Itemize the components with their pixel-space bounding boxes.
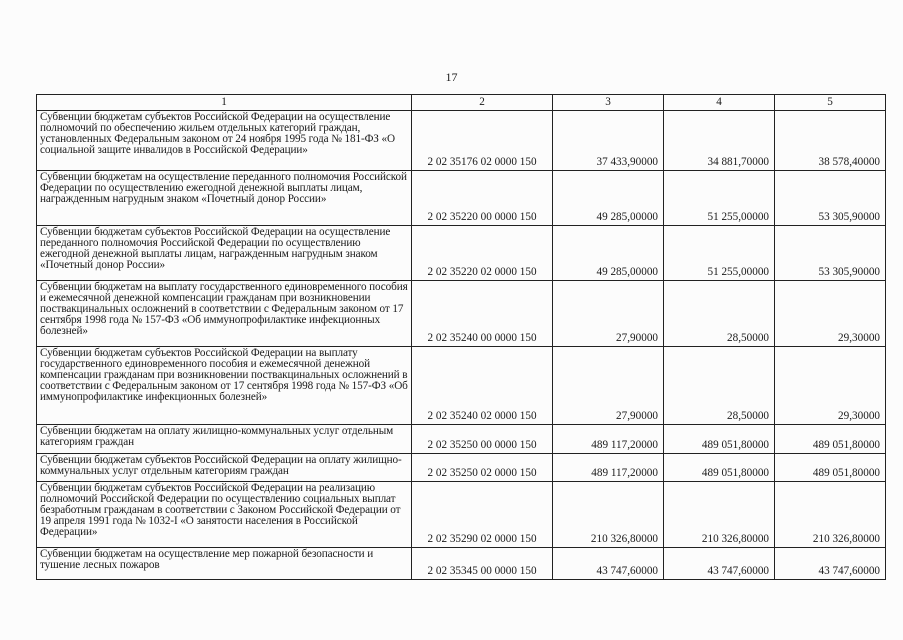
value-col3: 27,90000: [553, 281, 664, 347]
column-header: 5: [775, 95, 886, 111]
value-col5: 53 305,90000: [775, 171, 886, 226]
value-col3: 49 285,00000: [553, 226, 664, 281]
row-description: Субвенции бюджетам субъектов Российской Федерации на выплату государственного единовременного пособия и ежемесячной денежной компенсации гражданам при возникновении поствакцинальных осложнений в соответствии с Федеральным законом от 17 сентября 1998 года № 157-ФЗ «Об иммунопрофилактике инфекционных болезней»: [37, 347, 412, 425]
value-col5: 489 051,80000: [775, 425, 886, 454]
value-col3: 210 326,80000: [553, 482, 664, 548]
column-header: 1: [37, 95, 412, 111]
table-row: [37, 548, 886, 580]
table-row: [37, 226, 886, 281]
page-number: 17: [445, 70, 458, 84]
budget-table: [36, 94, 886, 580]
value-col4: 34 881,70000: [664, 111, 775, 171]
table-row: [37, 425, 886, 454]
value-col3: 37 433,90000: [553, 111, 664, 171]
row-description: Субвенции бюджетам на осуществление переданного полномочия Российской Федерации по осуществлению ежегодной денежной выплаты лицам, награжденным нагрудным знаком «Почетный донор России»: [37, 171, 412, 226]
value-col3: 489 117,20000: [553, 454, 664, 482]
value-col4: 210 326,80000: [664, 482, 775, 548]
budget-code: 2 02 35345 00 0000 150: [412, 548, 553, 580]
value-col4: 51 255,00000: [664, 226, 775, 281]
table-header-row: [37, 95, 886, 111]
value-col3: 49 285,00000: [553, 171, 664, 226]
row-description: Субвенции бюджетам на выплату государственного единовременного пособия и ежемесячной денежной компенсации гражданам при возникновении поствакцинальных осложнений в соответствии с Федеральным законом от 17 сентября 1998 года № 157-ФЗ «Об иммунопрофилактике инфекционных болезней»: [37, 281, 412, 347]
value-col5: 29,30000: [775, 281, 886, 347]
value-col5: 210 326,80000: [775, 482, 886, 548]
value-col5: 43 747,60000: [775, 548, 886, 580]
value-col4: 28,50000: [664, 281, 775, 347]
column-header: 4: [664, 95, 775, 111]
row-description: Субвенции бюджетам субъектов Российской Федерации на реализацию полномочий Российской Федерации по осуществлению социальных выплат безработным гражданам в соответствии с Законом Российской Федерации от 19 апреля 1991 года № 1032-I «О занятости населения в Российской Федерации»: [37, 482, 412, 548]
table-row: [37, 171, 886, 226]
value-col5: 53 305,90000: [775, 226, 886, 281]
table-row: [37, 281, 886, 347]
budget-code: 2 02 35250 02 0000 150: [412, 454, 553, 482]
row-description: Субвенции бюджетам субъектов Российской Федерации на оплату жилищно-коммунальных услуг отдельным категориям граждан: [37, 454, 412, 482]
budget-code: 2 02 35220 02 0000 150: [412, 226, 553, 281]
table-row: [37, 482, 886, 548]
row-description: Субвенции бюджетам субъектов Российской Федерации на осуществление переданного полномочия Российской Федерации по осуществлению ежегодной денежной выплаты лицам, награжденным нагрудным знаком «Почетный донор России»: [37, 226, 412, 281]
budget-code: 2 02 35250 00 0000 150: [412, 425, 553, 454]
table-row: [37, 347, 886, 425]
value-col3: 27,90000: [553, 347, 664, 425]
budget-code: 2 02 35240 02 0000 150: [412, 347, 553, 425]
budget-code: 2 02 35290 02 0000 150: [412, 482, 553, 548]
row-description: Субвенции бюджетам на оплату жилищно-коммунальных услуг отдельным категориям граждан: [37, 425, 412, 454]
value-col3: 489 117,20000: [553, 425, 664, 454]
value-col5: 29,30000: [775, 347, 886, 425]
value-col4: 489 051,80000: [664, 425, 775, 454]
table-row: [37, 454, 886, 482]
value-col4: 28,50000: [664, 347, 775, 425]
value-col4: 43 747,60000: [664, 548, 775, 580]
value-col5: 38 578,40000: [775, 111, 886, 171]
row-description: Субвенции бюджетам на осуществление мер пожарной безопасности и тушение лесных пожаров: [37, 548, 412, 580]
column-header: 3: [553, 95, 664, 111]
column-header: 2: [412, 95, 553, 111]
row-description: Субвенции бюджетам субъектов Российской Федерации на осуществление полномочий по обеспечению жильем отдельных категорий граждан, установленных Федеральным законом от 24 ноября 1995 года № 181-ФЗ «О социальной защите инвалидов в Российской Федерации»: [37, 111, 412, 171]
value-col4: 489 051,80000: [664, 454, 775, 482]
budget-code: 2 02 35176 02 0000 150: [412, 111, 553, 171]
value-col4: 51 255,00000: [664, 171, 775, 226]
value-col5: 489 051,80000: [775, 454, 886, 482]
budget-code: 2 02 35240 00 0000 150: [412, 281, 553, 347]
table-row: [37, 111, 886, 171]
budget-code: 2 02 35220 00 0000 150: [412, 171, 553, 226]
value-col3: 43 747,60000: [553, 548, 664, 580]
